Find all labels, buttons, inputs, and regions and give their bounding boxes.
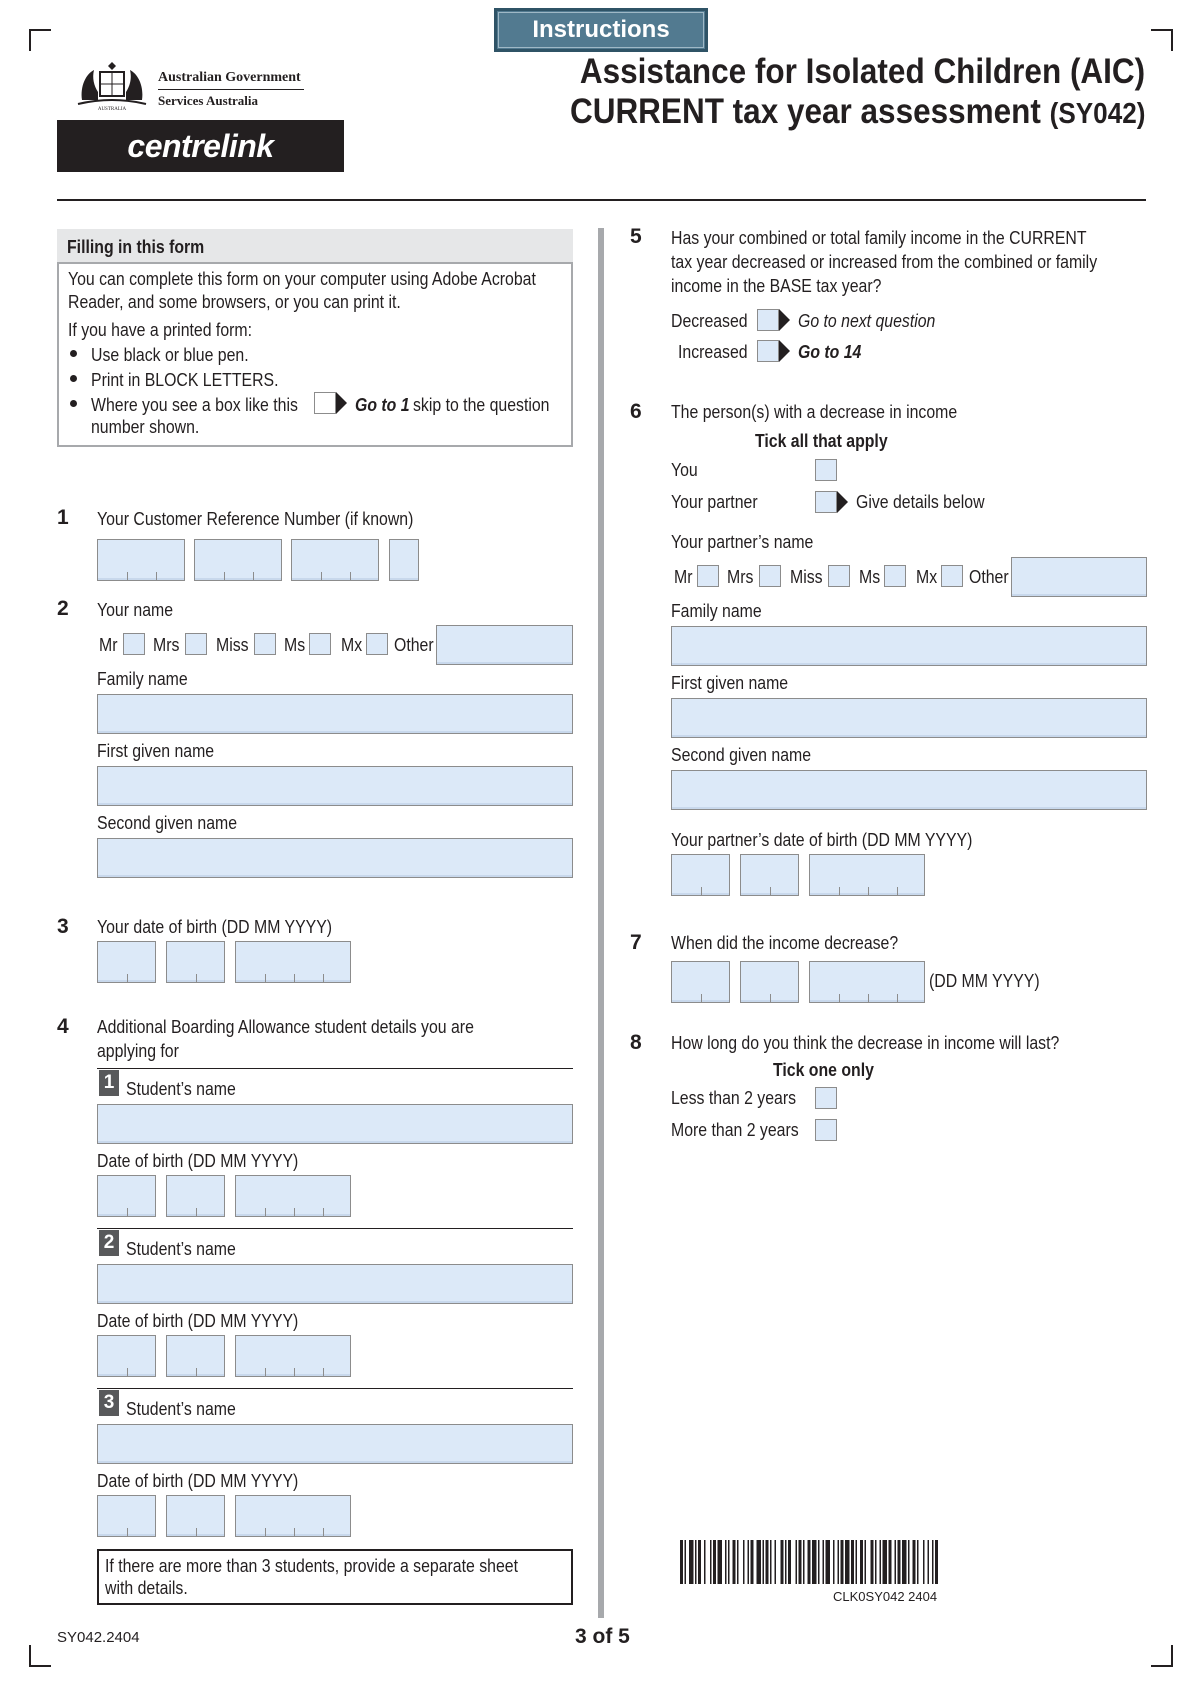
title-other-label: Other bbox=[394, 635, 434, 655]
bullet-dot bbox=[70, 375, 77, 382]
partner-second-given-name-label: Second given name bbox=[671, 745, 812, 765]
q6-partner-label: Your partner bbox=[671, 492, 758, 512]
barcode-bar bbox=[757, 1540, 762, 1584]
barcode bbox=[680, 1540, 1100, 1584]
student-2-dob-year[interactable] bbox=[235, 1335, 351, 1377]
student-1-dob-label: Date of birth (DD MM YYYY) bbox=[97, 1151, 299, 1171]
gov-wordmark-divider bbox=[158, 89, 304, 90]
q5-line2: tax year decreased or increased from the combined or family bbox=[671, 252, 1098, 272]
barcode-bar bbox=[698, 1540, 701, 1584]
filling-info-bullet3: Where you see a box like this bbox=[91, 395, 298, 415]
first-given-name-field[interactable] bbox=[97, 766, 573, 806]
q5-decreased-goto: Go to next question bbox=[798, 311, 936, 331]
partner-family-name-field[interactable] bbox=[671, 626, 1147, 666]
q8-less-than-2-label: Less than 2 years bbox=[671, 1088, 797, 1108]
q6-you-checkbox[interactable] bbox=[815, 459, 837, 481]
crn-field-part2[interactable] bbox=[194, 539, 282, 581]
q7-label: When did the income decrease? bbox=[671, 933, 899, 953]
partner-title-mrs-label: Mrs bbox=[727, 567, 754, 587]
student-3-name-field[interactable] bbox=[97, 1424, 573, 1464]
go-to-arrow-icon bbox=[779, 340, 790, 362]
partner-title-ms-checkbox[interactable] bbox=[884, 565, 906, 587]
question-number-1: 1 bbox=[57, 506, 69, 529]
go-to-arrow-icon bbox=[336, 392, 347, 414]
barcode-bar bbox=[838, 1540, 840, 1584]
form-title-line1: Assistance for Isolated Children (AIC) bbox=[579, 52, 1145, 91]
barcode-bar bbox=[803, 1540, 805, 1584]
barcode-bar bbox=[871, 1540, 874, 1584]
barcode-bar bbox=[713, 1540, 716, 1584]
barcode-bar bbox=[917, 1540, 919, 1584]
crop-mark-top-left bbox=[29, 29, 51, 51]
student-3-divider bbox=[97, 1388, 573, 1389]
form-title-main: CURRENT tax year assessment bbox=[569, 92, 1041, 131]
barcode-bar bbox=[895, 1540, 897, 1584]
filling-info-header bbox=[57, 229, 573, 265]
student-2-name-field[interactable] bbox=[97, 1264, 573, 1304]
student-2-dob-month[interactable] bbox=[166, 1335, 225, 1377]
question-number-7: 7 bbox=[630, 931, 642, 954]
second-given-name-field[interactable] bbox=[97, 838, 573, 878]
dob-day-field[interactable] bbox=[97, 941, 156, 983]
crn-field-part4[interactable] bbox=[389, 539, 419, 581]
title-mrs-label: Mrs bbox=[153, 635, 180, 655]
filling-info-para1-line2: Reader, and some browsers, or you can print it. bbox=[68, 292, 401, 312]
coat-of-arms-logo bbox=[72, 56, 152, 112]
barcode-bar bbox=[932, 1540, 934, 1584]
partner-title-miss-checkbox[interactable] bbox=[828, 565, 850, 587]
bullet-dot bbox=[70, 400, 77, 407]
q5-decreased-checkbox[interactable] bbox=[757, 309, 779, 331]
student-3-dob-label: Date of birth (DD MM YYYY) bbox=[97, 1471, 299, 1491]
q2-label: Your name bbox=[97, 600, 174, 620]
q6-label: The person(s) with a decrease in income bbox=[671, 402, 958, 422]
q7-format-hint: (DD MM YYYY) bbox=[929, 971, 1040, 991]
barcode-bar bbox=[785, 1540, 787, 1584]
student-3-name-label: Student’s name bbox=[126, 1399, 236, 1419]
barcode-bar bbox=[728, 1540, 730, 1584]
header-divider bbox=[57, 199, 1146, 201]
bullet-dot bbox=[70, 350, 77, 357]
q6-you-label: You bbox=[671, 460, 698, 480]
barcode-text: CLK0SY042 2404 bbox=[833, 1589, 938, 1604]
barcode-bar bbox=[833, 1540, 835, 1584]
barcode-bar bbox=[725, 1540, 727, 1584]
barcode-bar bbox=[902, 1540, 907, 1584]
barcode-bar bbox=[860, 1540, 863, 1584]
barcode-bar bbox=[826, 1540, 831, 1584]
student-1-name-field[interactable] bbox=[97, 1104, 573, 1144]
q6-partner-goto: Give details below bbox=[856, 492, 985, 512]
barcode-bar bbox=[733, 1540, 736, 1584]
page-number: 3 of 5 bbox=[575, 1625, 630, 1648]
form-code-footer: SY042.2404 bbox=[57, 1629, 140, 1646]
crop-mark-bottom-left bbox=[29, 1645, 51, 1667]
partner-dob-day[interactable] bbox=[671, 854, 730, 896]
student-3-dob-month[interactable] bbox=[166, 1495, 225, 1537]
filling-info-para1-line1: You can complete this form on your computer using Adobe Acrobat bbox=[68, 269, 536, 289]
barcode-bar bbox=[908, 1540, 910, 1584]
barcode-bar bbox=[923, 1540, 925, 1584]
q1-label: Your Customer Reference Number (if known) bbox=[97, 509, 414, 529]
partner-title-mx-label: Mx bbox=[916, 567, 938, 587]
title-ms-checkbox[interactable] bbox=[309, 633, 331, 655]
partner-name-label: Your partner’s name bbox=[671, 532, 814, 552]
barcode-bar bbox=[812, 1540, 817, 1584]
question-number-8: 8 bbox=[630, 1031, 642, 1054]
gov-wordmark-line2: Services Australia bbox=[158, 93, 259, 108]
family-name-label: Family name bbox=[97, 669, 188, 689]
barcode-bar bbox=[865, 1540, 867, 1584]
student-1-badge: 1 bbox=[99, 1070, 119, 1096]
student-2-dob-label: Date of birth (DD MM YYYY) bbox=[97, 1311, 299, 1331]
barcode-bar bbox=[808, 1540, 811, 1584]
partner-title-mx-checkbox[interactable] bbox=[941, 565, 963, 587]
title-miss-label: Miss bbox=[216, 635, 249, 655]
q4-label-line1: Additional Boarding Allowance student details you are bbox=[97, 1017, 474, 1037]
title-mr-label: Mr bbox=[99, 635, 118, 655]
barcode-bar bbox=[718, 1540, 723, 1584]
barcode-bar bbox=[883, 1540, 888, 1584]
filling-info-bullet3-post: skip to the question bbox=[413, 395, 550, 415]
title-mx-label: Mx bbox=[341, 635, 363, 655]
extra-students-note-line2: with details. bbox=[105, 1578, 188, 1598]
q8-less-than-2-checkbox[interactable] bbox=[815, 1087, 837, 1109]
family-name-field[interactable] bbox=[97, 694, 573, 734]
barcode-bar bbox=[710, 1540, 712, 1584]
barcode-bar bbox=[689, 1540, 694, 1584]
barcode-bar bbox=[704, 1540, 706, 1584]
crn-field-part3[interactable] bbox=[291, 539, 379, 581]
barcode-bar bbox=[913, 1540, 916, 1584]
student-3-dob-year[interactable] bbox=[235, 1495, 351, 1537]
partner-title-mr-checkbox[interactable] bbox=[697, 565, 719, 587]
question-number-2: 2 bbox=[57, 597, 69, 620]
centrelink-logo-text: centrelink bbox=[127, 128, 274, 164]
form-title-line2 bbox=[570, 92, 1145, 134]
student-1-name-label: Student’s name bbox=[126, 1079, 236, 1099]
q8-instruction: Tick one only bbox=[773, 1060, 874, 1080]
instructions-button-label: Instructions bbox=[532, 16, 670, 43]
barcode-bar bbox=[898, 1540, 901, 1584]
q5-line3: income in the BASE tax year? bbox=[671, 276, 882, 296]
gov-wordmark-line1: Australian Government bbox=[158, 70, 301, 85]
dob-month-field[interactable] bbox=[166, 941, 225, 983]
question-number-6: 6 bbox=[630, 400, 642, 423]
extra-students-note-line1: If there are more than 3 students, provide a separate sheet bbox=[105, 1556, 518, 1576]
filling-info-heading: Filling in this form bbox=[67, 237, 205, 257]
filling-info-bullet1: Use black or blue pen. bbox=[91, 345, 249, 365]
filling-info-para2: If you have a printed form: bbox=[68, 320, 253, 340]
q5-increased-label: Increased bbox=[678, 342, 748, 362]
q6-instruction: Tick all that apply bbox=[755, 431, 888, 451]
second-given-name-label: Second given name bbox=[97, 813, 238, 833]
q3-label: Your date of birth (DD MM YYYY) bbox=[97, 917, 333, 937]
q5-increased-checkbox[interactable] bbox=[757, 340, 779, 362]
barcode-bar bbox=[875, 1540, 877, 1584]
student-2-divider bbox=[97, 1228, 573, 1229]
example-goto-box bbox=[314, 392, 336, 414]
student-1-dob-day[interactable] bbox=[97, 1175, 156, 1217]
barcode-bar bbox=[775, 1540, 777, 1584]
q5-decreased-label: Decreased bbox=[671, 311, 748, 331]
partner-dob-month[interactable] bbox=[740, 854, 799, 896]
barcode-bar bbox=[845, 1540, 850, 1584]
student-1-dob-month[interactable] bbox=[166, 1175, 225, 1217]
barcode-bar bbox=[796, 1540, 798, 1584]
barcode-bar bbox=[695, 1540, 697, 1584]
first-given-name-label: First given name bbox=[97, 741, 215, 761]
decrease-date-year[interactable] bbox=[809, 961, 925, 1003]
barcode-bar bbox=[788, 1540, 791, 1584]
title-miss-checkbox[interactable] bbox=[254, 633, 276, 655]
crn-field-part1[interactable] bbox=[97, 539, 185, 581]
centrelink-logo bbox=[57, 120, 344, 172]
partner-title-other-field[interactable] bbox=[1011, 557, 1147, 597]
decrease-date-day[interactable] bbox=[671, 961, 730, 1003]
title-mrs-checkbox[interactable] bbox=[185, 633, 207, 655]
partner-title-ms-label: Ms bbox=[859, 567, 881, 587]
filling-info-bullet3-line2: number shown. bbox=[91, 417, 200, 437]
barcode-bar bbox=[841, 1540, 844, 1584]
filling-info-bullet2: Print in BLOCK LETTERS. bbox=[91, 370, 279, 390]
question-number-3: 3 bbox=[57, 915, 69, 938]
barcode-bar bbox=[680, 1540, 683, 1584]
title-mr-checkbox[interactable] bbox=[123, 633, 145, 655]
decrease-date-month[interactable] bbox=[740, 961, 799, 1003]
dob-year-field[interactable] bbox=[235, 941, 351, 983]
form-code-title: (SY042) bbox=[1049, 98, 1145, 130]
student-2-dob-day[interactable] bbox=[97, 1335, 156, 1377]
barcode-bar bbox=[685, 1540, 687, 1584]
go-to-arrow-icon bbox=[837, 491, 848, 513]
partner-title-miss-label: Miss bbox=[790, 567, 823, 587]
barcode-bar bbox=[751, 1540, 754, 1584]
barcode-bar bbox=[781, 1540, 784, 1584]
partner-title-other-label: Other bbox=[969, 567, 1009, 587]
question-number-4: 4 bbox=[57, 1015, 69, 1038]
student-3-badge: 3 bbox=[99, 1390, 119, 1416]
barcode-bar bbox=[743, 1540, 745, 1584]
partner-family-name-label: Family name bbox=[671, 601, 762, 621]
question-number-5: 5 bbox=[630, 225, 642, 248]
barcode-bar bbox=[935, 1540, 938, 1584]
partner-second-given-name-field[interactable] bbox=[671, 770, 1147, 810]
barcode-bar bbox=[748, 1540, 750, 1584]
q5-increased-goto: Go to 14 bbox=[798, 342, 862, 362]
partner-dob-label: Your partner’s date of birth (DD MM YYYY) bbox=[671, 830, 973, 850]
title-ms-label: Ms bbox=[284, 635, 306, 655]
barcode-bar bbox=[851, 1540, 854, 1584]
q8-more-than-2-checkbox[interactable] bbox=[815, 1119, 837, 1141]
barcode-bar bbox=[799, 1540, 802, 1584]
barcode-bar bbox=[770, 1540, 772, 1584]
partner-dob-year[interactable] bbox=[809, 854, 925, 896]
filling-info-goto: Go to 1 bbox=[355, 395, 410, 415]
partner-first-given-name-field[interactable] bbox=[671, 698, 1147, 738]
q4-label-line2: applying for bbox=[97, 1041, 179, 1061]
go-to-arrow-icon bbox=[779, 309, 790, 331]
q8-more-than-2-label: More than 2 years bbox=[671, 1120, 799, 1140]
student-2-name-label: Student’s name bbox=[126, 1239, 236, 1259]
barcode-bar bbox=[856, 1540, 858, 1584]
barcode-bar bbox=[737, 1540, 739, 1584]
student-1-dob-year[interactable] bbox=[235, 1175, 351, 1217]
column-divider bbox=[598, 228, 604, 1618]
student-1-divider bbox=[97, 1068, 573, 1069]
crop-mark-bottom-right bbox=[1151, 1645, 1173, 1667]
barcode-bar bbox=[823, 1540, 825, 1584]
partner-title-mrs-checkbox[interactable] bbox=[759, 565, 781, 587]
barcode-bar bbox=[889, 1540, 892, 1584]
barcode-bar bbox=[818, 1540, 820, 1584]
partner-title-mr-label: Mr bbox=[674, 567, 693, 587]
student-3-dob-day[interactable] bbox=[97, 1495, 156, 1537]
barcode-bar bbox=[766, 1540, 769, 1584]
q6-partner-checkbox[interactable] bbox=[815, 491, 837, 513]
title-mx-checkbox[interactable] bbox=[366, 633, 388, 655]
partner-first-given-name-label: First given name bbox=[671, 673, 789, 693]
q8-label: How long do you think the decrease in income will last? bbox=[671, 1033, 1060, 1053]
barcode-bar bbox=[928, 1540, 930, 1584]
instructions-button[interactable] bbox=[494, 8, 708, 52]
title-other-field[interactable] bbox=[436, 625, 573, 665]
svg-text:AUSTRALIA: AUSTRALIA bbox=[97, 107, 127, 112]
crop-mark-top-right bbox=[1151, 29, 1173, 51]
q5-line1: Has your combined or total family income in the CURRENT bbox=[671, 228, 1087, 248]
barcode-bar bbox=[880, 1540, 882, 1584]
student-2-badge: 2 bbox=[99, 1230, 119, 1256]
barcode-bar bbox=[763, 1540, 765, 1584]
